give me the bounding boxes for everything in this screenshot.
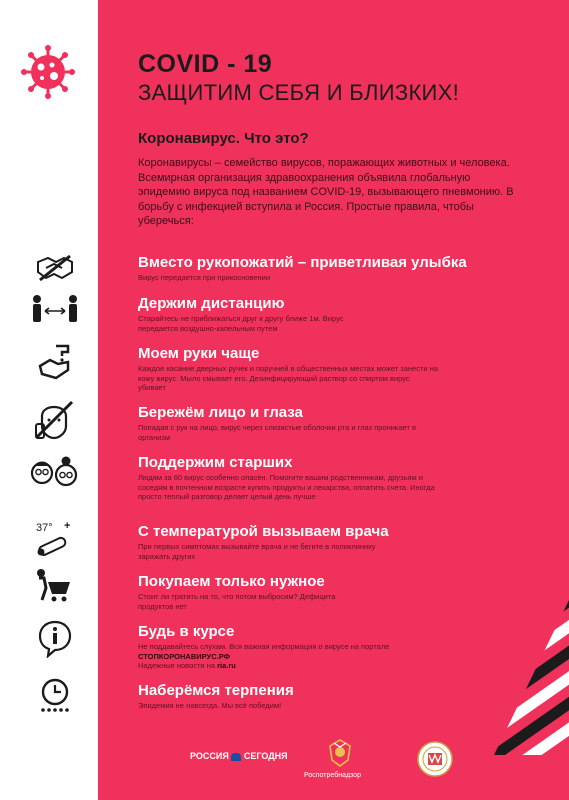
stopcoronavirus-link[interactable]: СТОПКОРОНАВИРУС.РФ	[138, 651, 231, 661]
section-hand-wash	[138, 345, 538, 393]
section-text: Стоит ли тратить на то, что потом выбросим? Дефицита продуктов нет	[138, 592, 336, 611]
shopping-cart-icon	[34, 568, 72, 604]
rospotrebnadzor-emblem-icon	[328, 738, 352, 768]
section-title: Покупаем только нужное	[138, 573, 325, 590]
section-text: Вирус передается при прикосновении	[138, 273, 271, 282]
section-title: С температурой вызываем врача	[138, 523, 389, 540]
ria-link[interactable]: ria.ru	[217, 661, 236, 671]
icon-sidebar: 37° +	[0, 0, 98, 800]
section-text: Попадая с рук на лицо, вирус через слизистые оболочки рта и глаз проникает в организм	[138, 423, 416, 442]
section-title: Будь в курсе	[138, 623, 235, 640]
content-panel	[98, 0, 569, 800]
section-title: Моем руки чаще	[138, 345, 260, 362]
clock-icon	[38, 678, 72, 714]
virus-icon	[20, 44, 76, 100]
section-text: Старайтесь не приближаться друг к другу ближе 1м. Вирус передается воздушно-капельным путем	[138, 314, 344, 333]
section-handshake	[138, 254, 538, 283]
section-text: При первых симптомах вызывайте врача и не бегите в поликлинику заражать других	[138, 542, 376, 561]
decorative-stripes	[494, 600, 569, 755]
section-title: Держим дистанцию	[138, 295, 285, 312]
section-text: Эпидемия не навсегда. Мы всё победим!	[138, 701, 282, 710]
section-title: Поддержим старших	[138, 454, 293, 471]
section-text: Людям за 60 вирус особенно опасен. Помогите вашим родственникам, друзьям и соседям в почтенном возрасте купить продукты и лекарства, оплатить счета. Иногда просто теплый разговор делает целый день лучше	[138, 473, 435, 502]
section-title: Наберёмся терпения	[138, 682, 294, 699]
section-title: Бережём лицо и глаза	[138, 404, 303, 421]
russia-today-logo: РОССИЯ СЕГОДНЯ	[190, 751, 288, 761]
poster-title: COVID - 19	[138, 50, 273, 78]
info-icon	[38, 620, 72, 658]
section-text: Не поддавайтесь слухам. Вся важная информация о вирусе на портале СТОПКОРОНАВИРУС.РФ Надежные новости на ria.ru	[138, 642, 390, 671]
section-temperature	[138, 523, 538, 561]
hand-wash-icon	[36, 344, 72, 380]
elderly-people-icon	[30, 456, 78, 490]
section-informed	[138, 623, 538, 671]
no-handshake-icon	[36, 254, 74, 282]
intro-heading: Коронавирус. Что это?	[138, 130, 309, 147]
section-patience	[138, 682, 538, 711]
intro-text: Коронавирусы – семейство вирусов, поражающих животных и человека. Всемирная организация здравоохранения объявила глобальную эпидемию вируса под названием COVID-19, вызывающего пневмонию. В борьбу с инфекцией вступила и Россия. Простые правила, чтобы уберечься:	[138, 157, 514, 227]
seal-icon	[416, 740, 454, 778]
section-text: Каждое касание дверных ручек и поручней в общественных местах может занести на кожу вирус. Мыло смывает его. Дезинфицирующий раствор со спиртом вирус убивает	[138, 364, 438, 393]
distance-icon	[30, 294, 80, 324]
section-elderly	[138, 454, 538, 502]
section-shopping	[138, 573, 538, 611]
section-distance	[138, 295, 538, 333]
poster-subtitle: ЗАЩИТИМ СЕБЯ И БЛИЗКИХ!	[138, 80, 460, 105]
section-face	[138, 404, 538, 442]
rospotrebnadzor-label: Роспотребнадзор	[304, 772, 361, 779]
no-face-touch-icon	[34, 398, 74, 440]
section-title: Вместо рукопожатий – приветливая улыбка	[138, 254, 467, 271]
